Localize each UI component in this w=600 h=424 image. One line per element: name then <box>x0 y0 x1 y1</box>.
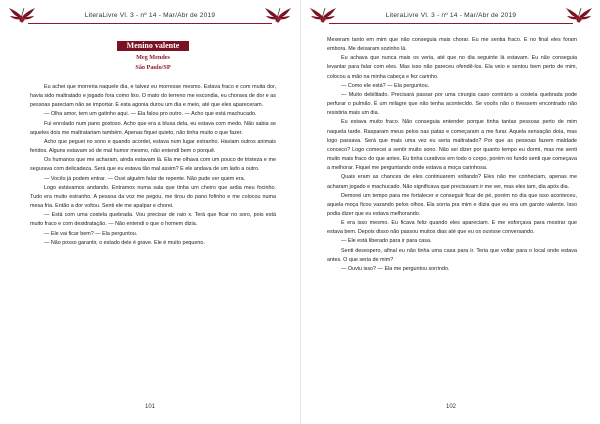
header-text: LiteraLivre Vl. 3 - nº 14 - Mar/Abr de 2019 <box>84 12 216 19</box>
winged-heart-quill-emblem-icon <box>264 4 292 26</box>
paragraph: — Vocês já podem entrar. — Ouvi alguém falar de repente. Não pude ver quem era. <box>44 175 246 182</box>
paragraph: Fui enrolado num pano gostoso. Acho que era a blusa dela, eu estava com medo. Não sabia se aqueles dois me maltratariam também. Apenas fiquei quieto, não tinha muito o que fazer. <box>30 120 276 136</box>
paragraph: Eu estava muito fraco. Não conseguia entender porque tinha tantas pessoas perto de mim naquela tarde. Rasparam meus pelos nas patas e começaram a me furar. Aquela sensação doía, mas logo passava. Será que mais uma vez eu seria maltratado? Por que as pessoas fazem maldade conosco? Logo comecei a sentir muito sono. Não sei dizer por quanto tempo eu dormi, mas me senti muito mais fraco do que antes. Eu tinha curativos em todo o corpo, porém no fundo senti que começava a melhorar. Fiquei me perguntando onde estava a moça carinhosa. <box>327 119 577 172</box>
paragraph: Acho que peguei no sono e quando acordei, estava num lugar estranho. Haviam outros animais feridos. Alguns estavam só de mal humor mesmo, não entendi bem o porquê. <box>30 138 276 155</box>
paragraph: — Como ele está? — Ela perguntou. <box>341 82 430 89</box>
paragraph: Logo estávamos andando. Entramos numa sala que tinha um cheiro que ardia meu focinho. Tudo era muito estranho. A pessoa da voz me pegou, me tirou do pano fofinho e me colocou numa mesa fria. Então a dor voltou. Senti ele me apalpar e chorei. <box>30 184 276 210</box>
header-rule <box>28 23 272 24</box>
page-header <box>301 4 600 28</box>
paragraph: Demorei um tempo para me fortalecer e conseguir ficar de pé, porém no dia que isso aconteceu, aquela moça ficou vazando pelos olhos. Ela sorria pra mim e dizia que eu era um garoto valente. Isso podia dizer que eu estava melhorando. <box>327 192 577 217</box>
paragraph: — Olha amor, tem um gatinho aqui. — Ela falou pro outro. — Acho que está machucado. <box>44 111 257 118</box>
right-page <box>300 0 600 424</box>
paragraph: Mexeram tanto em mim que não conseguia mais chorar. Eu me sentia fraco. E no final eles foram embora. Me deixaram sozinho lá. <box>327 37 577 53</box>
paragraph: — Não posso garantir, o estado dele é grave. Ele é muito pequeno. <box>44 239 205 246</box>
story-title: Menino valente <box>117 41 189 51</box>
paragraph: E era isso mesmo. Eu ficava feliz quando eles apareciam. E me esforçava para mostrar que estava bem. Depois disso não passou muitos dias até que eu os ouvisse conversando. <box>327 220 577 236</box>
paragraph: — Ele vai ficar bem? — Ela perguntou. <box>44 230 138 237</box>
paragraph: — Ouviu isso? — Ela me perguntou sorrindo. <box>341 265 450 272</box>
page-number: 101 <box>144 404 155 410</box>
right-page-content <box>327 36 577 274</box>
paragraph: Quais eram as chances de eles continuarem voltando? Eles não me conheciam, apenas me acharam jogado e machucado. Não significava que precisavam ir me ver, mas eles iam, dia após dia. <box>327 174 577 190</box>
left-page-content <box>30 37 276 248</box>
header-text: LiteraLivre Vl. 3 - nº 14 - Mar/Abr de 2019 <box>385 12 517 19</box>
paragraph: — Está com uma costela quebrada. Vou precisar de raio x. Terá que ficar no soro, pois está muito fraco e com desidratação. — Não entendi o que o homem dizia. <box>30 212 276 228</box>
paragraph: — Ele está liberado para ir para casa. <box>341 238 432 245</box>
story-author: Meg Mendes <box>136 54 170 61</box>
page-number: 102 <box>445 404 456 410</box>
winged-heart-quill-emblem-icon <box>565 4 593 26</box>
paragraph: Eu achei que morreria naquele dia, e talvez eu morresse mesmo. Estava fraco e com muita dor, havia sido maltratado e jogado fora como lixo. O mato do terreno me escondia, eu chorava de dor e as pessoas pareciam não se importar. E esta agonia durou um dia e meio, até que eles apareceram. <box>30 84 276 109</box>
header-rule <box>329 23 573 24</box>
paragraph: Eu achava que nunca mais os veria, até que no dia seguinte lá estavam. Eu não conseguia levantar para falar com eles. Mas isso não pareceu ofendê-los. Ela veio e sentou bem perto de mim, colocou a mão na minha cabeça e fez carinho. <box>327 55 577 80</box>
paragraph: Senti desespero, afinal eu não tinha uma casa para ir. Teria que voltar para o local onde estava antes. O que seria de mim? <box>327 247 577 263</box>
paragraph: Os humanos que me acharam, ainda estavam lá. Ela me olhava com um pouco de tristeza e me segurava com delicadeza. Será que eu estava tão mal assim? E ele andava de um lado a outro. <box>30 157 276 173</box>
paragraph: — Muito debilitado. Precisará passar por uma cirurgia caso contrário a costela quebrada pode perfurar o pulmão. É um milagre que não tenha acontecido. Se vocês não o tivessem encontrado não resistiria mais um dia. <box>327 91 577 117</box>
page-header <box>0 4 300 28</box>
story-place: São Paulo/SP <box>135 64 171 71</box>
